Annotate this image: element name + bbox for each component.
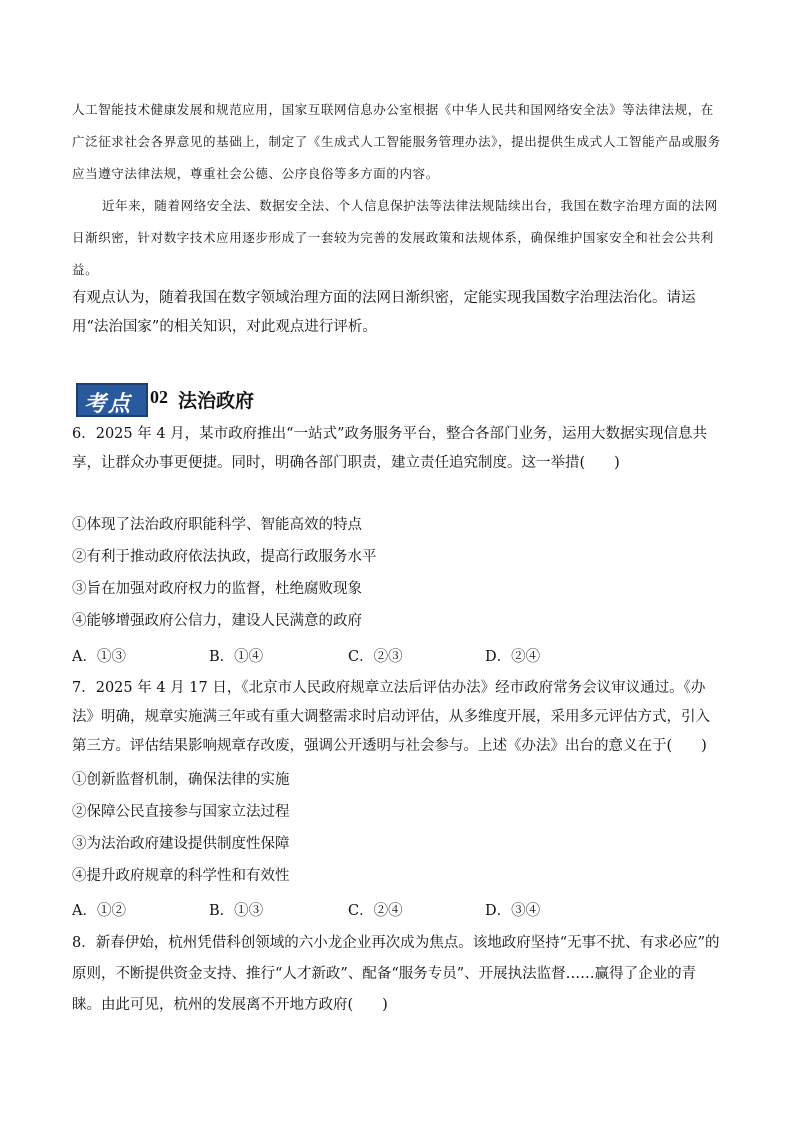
- question-6-item-1: ①体现了法治政府职能科学、智能高效的特点: [72, 517, 362, 533]
- material-paragraph-2: 近年来，随着网络安全法、数据安全法、个人信息保护法等法律法规陆续出台，我国在数字治理方面的法网日渐织密，针对数字技术应用逐步形成了一套较为完善的发展政策和法规体系，确保维护国家安全和社会公共利益。: [72, 198, 718, 277]
- question-6-item-3: ③旨在加强对政府权力的监督，杜绝腐败现象: [72, 581, 362, 597]
- question-6-option-d[interactable]: D．②④: [485, 649, 541, 665]
- section-title: 法治政府: [178, 390, 255, 412]
- material-paragraph-1: 人工智能技术健康发展和规范应用，国家互联网信息办公室根据《中华人民共和国网络安全法》等法律法规，在广泛征求社会各界意见的基础上，制定了《生成式人工智能服务管理办法》，提出提供生成式人工智能产品或服务应当遵守法律法规，尊重社会公德、公序良俗等多方面的内容。: [72, 102, 721, 181]
- question-7-item-4: ④提升政府规章的科学性和有效性: [72, 868, 290, 884]
- question-7-item-2: ②保障公民直接参与国家立法过程: [72, 804, 290, 820]
- question-7-option-a[interactable]: A．①②: [72, 903, 126, 919]
- question-6-option-c[interactable]: C．②③: [348, 649, 403, 665]
- question-7-options: [72, 899, 672, 921]
- question-6-item-2: ②有利于推动政府依法执政，提高行政服务水平: [72, 549, 377, 565]
- section-number: 02: [150, 387, 168, 407]
- question-7-option-d[interactable]: D．③④: [485, 903, 541, 919]
- question-8-stem: 8．新春伊始，杭州凭借科创领域的六小龙企业再次成为焦点。该地政府坚持“无事不扰、有求必应”的原则，不断提供资金支持、推行“人才新政”、配备“服务专员”、开展执法监督……赢得了企业的青睐。由此可见，杭州的发展离不开地方政府( ): [72, 935, 720, 1013]
- question-7-item-1: ①创新监督机制，确保法律的实施: [72, 772, 290, 788]
- question-6-stem: 6．2025 年 4 月，某市政府推出“一站式”政务服务平台，整合各部门业务，运用大数据实现信息共享，让群众办事更便捷。同时，明确各部门职责，建立责任追究制度。这一举措( ): [72, 426, 708, 471]
- question-6-options: [72, 645, 672, 667]
- section-badge: [76, 383, 148, 417]
- question-7-option-c[interactable]: C．②④: [348, 903, 403, 919]
- question-6-option-b[interactable]: B．①④: [209, 649, 264, 665]
- question-7-stem: 7．2025 年 4 月 17 日，《北京市人民政府规章立法后评估办法》经市政府常务会议审议通过。《办法》明确，规章实施满三年或有重大调整需求时启动评估，从多维度开展，采用多元评估方式，引入第三方。评估结果影响规章存改废，强调公开透明与社会参与。上述《办法》出台的意义在于( ): [72, 680, 710, 754]
- question-6-option-a[interactable]: A．①③: [72, 649, 126, 665]
- question-6-item-4: ④能够增强政府公信力，建设人民满意的政府: [72, 613, 362, 629]
- question-7-option-b[interactable]: B．①③: [209, 903, 264, 919]
- question-prompt: 有观点认为，随着我国在数字领域治理方面的法网日渐织密，定能实现我国数字治理法治化。请运用“法治国家”的相关知识，对此观点进行评析。: [72, 290, 696, 335]
- question-7-item-3: ③为法治政府建设提供制度性保障: [72, 836, 290, 852]
- section-badge-label: 考点: [84, 391, 133, 417]
